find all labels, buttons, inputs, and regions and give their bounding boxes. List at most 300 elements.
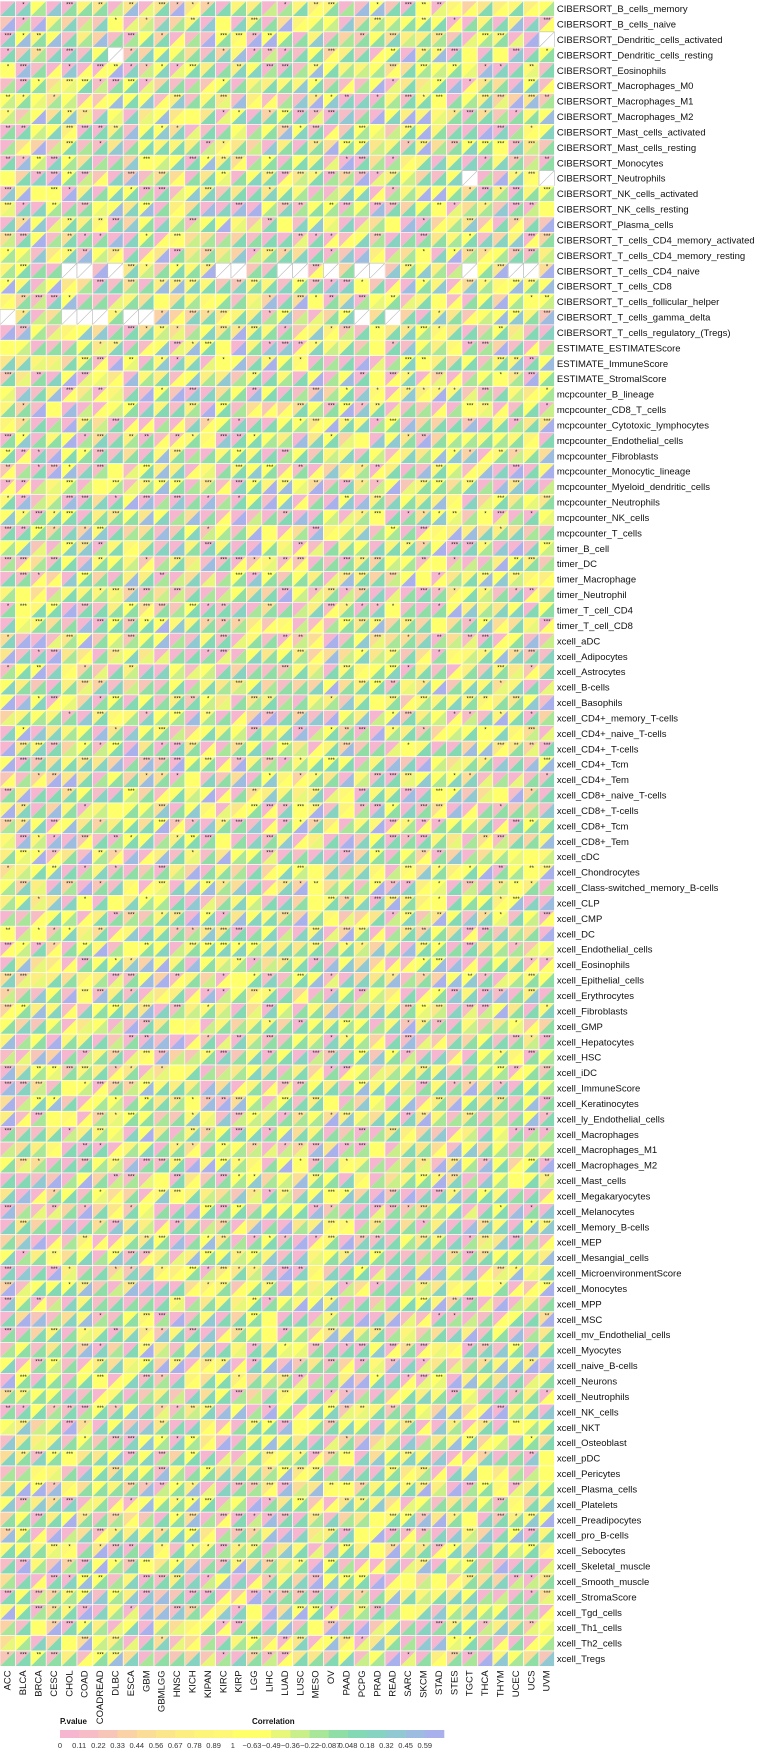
significance-mark: ** [283,511,288,517]
heatmap-cell [493,1296,508,1311]
heatmap-cell [447,525,462,540]
heatmap-cell [246,1127,261,1142]
heatmap-cell [262,201,277,216]
significance-mark: ** [252,1113,257,1119]
heatmap-cell [339,1235,354,1250]
significance-mark: *** [20,835,28,841]
heatmap-cell [231,94,246,109]
significance-mark: * [530,789,533,795]
heatmap-cell [169,1651,184,1666]
heatmap-cell [477,448,492,463]
heatmap-cell [539,1543,554,1558]
heatmap-cell [308,1620,323,1635]
significance-mark: * [192,851,195,857]
heatmap-cell [539,1,554,16]
heatmap-cell [169,1589,184,1604]
heatmap-cell [185,1358,200,1373]
heatmap-cell [108,155,123,170]
heatmap-cell [539,1373,554,1388]
significance-mark: * [438,989,441,995]
heatmap-cell [139,309,154,324]
heatmap-cell [308,1296,323,1311]
heatmap-cell [154,988,169,1003]
heatmap-cell [139,1497,154,1512]
heatmap-cell [370,1296,385,1311]
heatmap-cell [92,32,107,47]
heatmap-cell [477,1127,492,1142]
significance-mark: *** [513,203,521,209]
heatmap-cell [77,279,92,294]
significance-mark: * [161,388,164,394]
heatmap-cell [139,294,154,309]
heatmap-cell [462,1620,477,1635]
significance-mark: * [469,712,472,718]
heatmap-cell [462,818,477,833]
heatmap-cell [400,417,415,432]
heatmap-cell [62,1019,77,1034]
heatmap-cell [508,865,523,880]
significance-mark: *** [297,404,305,410]
significance-mark: *** [544,758,552,764]
heatmap-cell [508,787,523,802]
heatmap-cell [477,865,492,880]
significance-mark: *** [390,697,398,703]
heatmap-cell [508,325,523,340]
significance-mark: * [546,1128,549,1134]
heatmap-cell [400,1265,415,1280]
heatmap-cell [216,664,231,679]
heatmap-cell [262,1096,277,1111]
heatmap-cell [385,494,400,509]
significance-mark: ** [483,619,488,625]
heatmap-cell [416,1404,431,1419]
heatmap-cell [200,1080,215,1095]
heatmap-cell [139,1466,154,1481]
heatmap-cell [431,741,446,756]
heatmap-cell [277,695,292,710]
heatmap-cell [31,263,46,278]
significance-mark: * [22,33,25,39]
heatmap-cell [262,865,277,880]
heatmap-cell [62,741,77,756]
heatmap-cell [400,1389,415,1404]
significance-mark: *** [420,1205,428,1211]
heatmap-cell [0,649,15,664]
significance-mark: ** [206,712,211,718]
significance-mark: *** [159,188,167,194]
heatmap-cell [62,1312,77,1327]
heatmap-cell [15,1173,30,1188]
significance-mark: * [161,357,164,363]
heatmap-cell [539,109,554,124]
heatmap-cell [354,325,369,340]
heatmap-cell [462,1389,477,1404]
significance-mark: *** [251,804,259,810]
heatmap-cell [524,1636,539,1651]
heatmap-cell [293,1512,308,1527]
heatmap-cell [15,1358,30,1373]
significance-mark: ** [267,33,272,39]
heatmap-cell [169,618,184,633]
significance-mark: * [376,172,379,178]
significance-mark: *** [420,234,428,240]
heatmap-cell [385,1034,400,1049]
heatmap-cell [262,94,277,109]
heatmap-cell [400,78,415,93]
heatmap-cell [123,494,138,509]
significance-mark: *** [266,758,274,764]
heatmap-cell [123,1651,138,1666]
heatmap-cell [370,155,385,170]
significance-mark: * [299,357,302,363]
significance-mark: *** [405,126,413,132]
significance-mark: *** [405,912,413,918]
heatmap-cell [524,433,539,448]
heatmap-cell [477,710,492,725]
heatmap-cell [416,294,431,309]
significance-mark: * [207,1005,210,1011]
heatmap-cell [77,387,92,402]
heatmap-cell [462,1142,477,1157]
significance-mark: *** [359,1051,367,1057]
significance-mark: *** [282,64,290,70]
heatmap-cell [524,602,539,617]
heatmap-cell [370,63,385,78]
significance-mark: * [145,558,148,564]
heatmap-cell [185,1373,200,1388]
significance-mark: *** [544,188,552,194]
significance-mark: * [407,373,410,379]
heatmap-cell [154,849,169,864]
heatmap-cell [92,1158,107,1173]
significance-mark: *** [436,959,444,965]
heatmap-cell [524,849,539,864]
significance-mark: ** [83,111,88,117]
heatmap-cell [385,1636,400,1651]
heatmap-cell [154,957,169,972]
heatmap-cell [246,1096,261,1111]
significance-mark: *** [513,1036,521,1042]
significance-mark: *** [35,511,43,517]
significance-mark: * [192,434,195,440]
heatmap-cell [92,47,107,62]
heatmap-cell [462,32,477,47]
heatmap-cell [308,1497,323,1512]
heatmap-cell [462,1034,477,1049]
heatmap-cell [524,464,539,479]
heatmap-cell [62,1235,77,1250]
significance-mark: * [238,326,241,332]
heatmap-cell [339,433,354,448]
significance-mark: * [500,1051,503,1057]
significance-mark: * [453,1082,456,1088]
heatmap-cell [154,155,169,170]
heatmap-cell [77,1497,92,1512]
significance-mark: *** [359,126,367,132]
significance-mark: * [515,589,518,595]
heatmap-cell [370,1497,385,1512]
heatmap-cell [277,1050,292,1065]
significance-mark: ** [483,835,488,841]
heatmap-cell [216,1636,231,1651]
heatmap-cell [354,1250,369,1265]
heatmap-cell [185,649,200,664]
heatmap-cell [462,649,477,664]
heatmap-cell [62,309,77,324]
significance-mark: * [38,697,41,703]
heatmap-cell [216,787,231,802]
significance-mark: *** [51,465,59,471]
heatmap-cell [0,710,15,725]
significance-mark: *** [82,542,90,548]
heatmap-cell [493,1558,508,1573]
significance-mark: ** [391,49,396,55]
significance-mark: * [238,111,241,117]
significance-mark: *** [112,1005,120,1011]
significance-mark: *** [112,743,120,749]
heatmap-cell [477,1281,492,1296]
significance-mark: ** [545,1175,550,1181]
heatmap-cell [231,772,246,787]
significance-mark: * [530,1221,533,1227]
significance-mark: *** [451,542,459,548]
heatmap-cell [385,1142,400,1157]
heatmap-cell [31,248,46,263]
significance-mark: *** [220,326,228,332]
significance-mark: *** [282,589,290,595]
heatmap-cell [385,309,400,324]
significance-mark: * [269,111,272,117]
heatmap-cell [323,911,338,926]
heatmap-cell [216,1003,231,1018]
heatmap-cell [462,124,477,139]
significance-mark: *** [544,912,552,918]
heatmap-cell [539,849,554,864]
heatmap-cell [108,880,123,895]
significance-mark: ** [21,804,26,810]
heatmap-cell [62,1096,77,1111]
significance-mark: ** [545,296,550,302]
significance-mark: *** [35,619,43,625]
significance-mark: ** [206,1097,211,1103]
significance-mark: * [222,141,225,147]
heatmap-cell [431,1142,446,1157]
heatmap-cell [400,942,415,957]
significance-mark: *** [236,743,244,749]
heatmap-cell [539,525,554,540]
heatmap-cell [370,1466,385,1481]
heatmap-cell [246,1204,261,1219]
significance-mark: *** [420,527,428,533]
heatmap-cell [139,911,154,926]
heatmap-cell [216,1481,231,1496]
heatmap-cell [108,1605,123,1620]
heatmap-cell [77,464,92,479]
heatmap-cell [46,911,61,926]
heatmap-cell [277,679,292,694]
significance-mark: * [376,3,379,9]
heatmap-cell [185,448,200,463]
heatmap-cell [200,1019,215,1034]
heatmap-cell [0,294,15,309]
heatmap-cell [139,171,154,186]
heatmap-cell [354,957,369,972]
significance-mark: * [22,95,25,101]
heatmap-cell [31,309,46,324]
heatmap-cell [154,1296,169,1311]
heatmap-cell [185,1019,200,1034]
heatmap-cell [508,1080,523,1095]
significance-mark: ** [98,681,103,687]
heatmap-cell [31,356,46,371]
heatmap-cell [123,1019,138,1034]
heatmap-cell [400,957,415,972]
significance-mark: ** [36,943,41,949]
heatmap-cell [31,1235,46,1250]
heatmap-cell [323,741,338,756]
heatmap-cell [15,787,30,802]
significance-mark: *** [528,95,536,101]
significance-mark: *** [390,33,398,39]
heatmap-cell [339,124,354,139]
heatmap-cell [493,417,508,432]
heatmap-cell [524,402,539,417]
heatmap-cell [477,895,492,910]
heatmap-cell [277,1574,292,1589]
heatmap-cell [539,787,554,802]
significance-mark: *** [51,558,59,564]
significance-mark: * [484,511,487,517]
significance-mark: ** [83,249,88,255]
significance-mark: *** [374,558,382,564]
heatmap-cell [370,695,385,710]
heatmap-cell [323,464,338,479]
significance-mark: *** [143,188,151,194]
significance-mark: ** [67,172,72,178]
significance-mark: ** [529,203,534,209]
significance-mark: *** [467,218,475,224]
significance-mark: * [346,388,349,394]
heatmap-cell [246,1219,261,1234]
heatmap-cell [77,294,92,309]
heatmap-cell [431,124,446,139]
significance-mark: ** [329,203,334,209]
heatmap-cell [108,94,123,109]
heatmap-cell [323,633,338,648]
heatmap-cell [447,865,462,880]
heatmap-cell [277,32,292,47]
heatmap-cell [400,1327,415,1342]
heatmap-cell [493,587,508,602]
heatmap-cell [77,340,92,355]
heatmap-cell [139,356,154,371]
heatmap-cell [385,140,400,155]
heatmap-cell [462,1312,477,1327]
significance-mark: *** [390,373,398,379]
heatmap-cell [323,1651,338,1666]
heatmap-cell [416,1497,431,1512]
significance-mark: ** [83,943,88,949]
significance-mark: ** [483,1159,488,1165]
heatmap-cell [31,972,46,987]
heatmap-cell [262,726,277,741]
heatmap-cell [246,186,261,201]
heatmap-cell [77,849,92,864]
heatmap-cell [169,1019,184,1034]
heatmap-cell [447,942,462,957]
heatmap-cell [123,417,138,432]
heatmap-cell [323,787,338,802]
heatmap-cell [323,494,338,509]
heatmap-cell [477,309,492,324]
heatmap-cell [539,325,554,340]
heatmap-cell [92,186,107,201]
heatmap-cell [447,1358,462,1373]
heatmap-cell [0,1111,15,1126]
heatmap-cell [15,1620,30,1635]
significance-mark: *** [143,1005,151,1011]
heatmap-cell [31,186,46,201]
significance-mark: *** [159,882,167,888]
heatmap-cell [339,1080,354,1095]
heatmap-cell [169,1080,184,1095]
heatmap-cell [31,1466,46,1481]
significance-mark: *** [343,311,351,317]
significance-mark: *** [189,388,197,394]
heatmap-cell [370,294,385,309]
significance-mark: * [207,496,210,502]
heatmap-cell [123,1636,138,1651]
heatmap-cell [524,32,539,47]
heatmap-cell [62,679,77,694]
heatmap-cell [447,479,462,494]
heatmap-cell [246,849,261,864]
significance-mark: ** [6,928,11,934]
heatmap-cell [339,371,354,386]
significance-mark: * [330,1036,333,1042]
heatmap-cell [323,1512,338,1527]
heatmap-cell [15,279,30,294]
heatmap-cell [246,263,261,278]
significance-mark: *** [359,928,367,934]
heatmap-cell [31,1543,46,1558]
heatmap-cell [62,1358,77,1373]
significance-mark: *** [236,1113,244,1119]
heatmap-cell [277,649,292,664]
heatmap-cell [354,1003,369,1018]
significance-mark: *** [390,203,398,209]
significance-mark: * [546,774,549,780]
heatmap-cell [539,818,554,833]
significance-mark: * [315,172,318,178]
heatmap-cell [462,895,477,910]
significance-mark: * [469,774,472,780]
heatmap-cell [246,587,261,602]
significance-mark: *** [528,234,536,240]
significance-mark: ** [283,558,288,564]
heatmap-cell [185,1158,200,1173]
heatmap-cell [354,232,369,247]
heatmap-cell [31,710,46,725]
heatmap-cell [293,957,308,972]
heatmap-cell [508,1142,523,1157]
heatmap-cell [416,895,431,910]
significance-mark: *** [143,1082,151,1088]
significance-mark: *** [82,172,90,178]
heatmap-cell [477,1404,492,1419]
significance-mark: *** [66,388,74,394]
heatmap-cell [493,279,508,294]
